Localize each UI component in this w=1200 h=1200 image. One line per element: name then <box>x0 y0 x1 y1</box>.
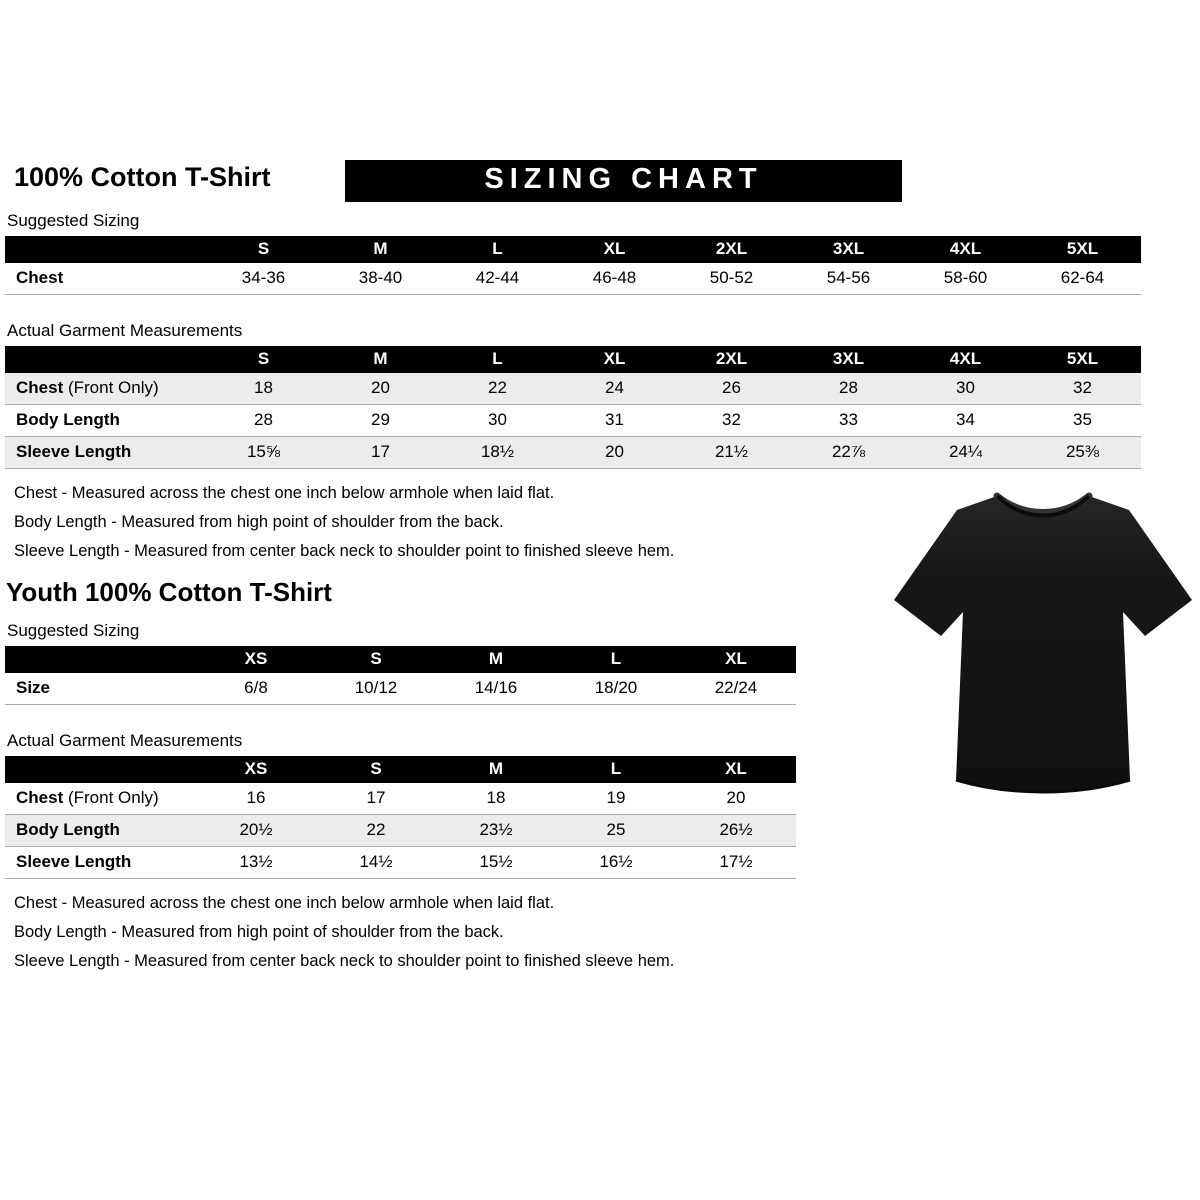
youth-title: Youth 100% Cotton T-Shirt <box>6 577 332 607</box>
size-value-cell: 6/8 <box>196 673 316 705</box>
youth-suggested-table <box>5 646 796 705</box>
row-label-text: Chest <box>16 788 64 807</box>
size-value-cell: 17 <box>316 783 436 815</box>
size-value-cell: 18 <box>436 783 556 815</box>
tshirt-image <box>893 476 1193 821</box>
size-col-header: 5XL <box>1024 236 1141 263</box>
size-value-cell: 34 <box>907 405 1024 437</box>
row-label-text: Sleeve Length <box>16 852 132 871</box>
adult-actual-table <box>5 346 1141 469</box>
size-value-cell: 24 <box>556 373 673 405</box>
size-value-cell: 30 <box>439 405 556 437</box>
size-value-cell: 10/12 <box>316 673 436 705</box>
size-col-header: S <box>205 236 322 263</box>
row-label <box>5 437 205 469</box>
size-value-cell: 21½ <box>673 437 790 469</box>
adult-suggested-label: Suggested Sizing <box>7 211 140 230</box>
table-row <box>5 263 1141 295</box>
table-row <box>5 847 796 879</box>
size-value-cell: 13½ <box>196 847 316 879</box>
table-row <box>5 815 796 847</box>
size-value-cell: 58-60 <box>907 263 1024 295</box>
size-col-header: 2XL <box>673 346 790 373</box>
size-value-cell: 15⅝ <box>205 437 322 469</box>
size-value-cell: 25⅜ <box>1024 437 1141 469</box>
size-col-header: L <box>439 346 556 373</box>
size-col-header: M <box>436 646 556 673</box>
size-value-cell: 20½ <box>196 815 316 847</box>
header-spacer <box>5 646 196 673</box>
size-value-cell: 22 <box>316 815 436 847</box>
size-value-cell: 28 <box>790 373 907 405</box>
size-value-cell: 17½ <box>676 847 796 879</box>
size-value-cell: 62-64 <box>1024 263 1141 295</box>
row-label-text: Body Length <box>16 820 120 839</box>
size-col-header: L <box>556 646 676 673</box>
size-value-cell: 18½ <box>439 437 556 469</box>
size-value-cell: 32 <box>1024 373 1141 405</box>
size-value-cell: 18/20 <box>556 673 676 705</box>
adult-title: 100% Cotton T-Shirt <box>14 162 271 192</box>
row-label: Size <box>5 673 196 705</box>
size-col-header: XS <box>196 756 316 783</box>
youth-suggested-header-row <box>5 646 796 673</box>
size-col-header: XL <box>556 346 673 373</box>
table-row <box>5 437 1141 469</box>
table-row <box>5 783 796 815</box>
size-col-header: 2XL <box>673 236 790 263</box>
size-col-header: 3XL <box>790 346 907 373</box>
row-label <box>5 783 196 815</box>
table-row <box>5 673 796 705</box>
size-value-cell: 34-36 <box>205 263 322 295</box>
size-value-cell: 20 <box>322 373 439 405</box>
size-col-header: 4XL <box>907 236 1024 263</box>
sizing-chart-banner: SIZING CHART <box>345 160 902 202</box>
measurement-note: Body Length - Measured from high point of shoulder from the back. <box>14 923 504 941</box>
size-value-cell: 29 <box>322 405 439 437</box>
adult-suggested-header-row <box>5 236 1141 263</box>
size-value-cell: 42-44 <box>439 263 556 295</box>
size-col-header: XL <box>556 236 673 263</box>
youth-measurement-notes <box>14 894 1150 971</box>
size-value-cell: 32 <box>673 405 790 437</box>
size-col-header: S <box>205 346 322 373</box>
header-spacer <box>5 236 205 263</box>
size-value-cell: 25 <box>556 815 676 847</box>
size-value-cell: 17 <box>322 437 439 469</box>
size-col-header: M <box>436 756 556 783</box>
youth-actual-header-row <box>5 756 796 783</box>
size-col-header: XL <box>676 756 796 783</box>
row-label-text: Sleeve Length <box>16 442 132 461</box>
black-tshirt-graphic <box>893 476 1193 821</box>
row-label: Chest <box>5 263 205 295</box>
size-value-cell: 20 <box>676 783 796 815</box>
size-col-header: 3XL <box>790 236 907 263</box>
size-value-cell: 19 <box>556 783 676 815</box>
size-col-header: 5XL <box>1024 346 1141 373</box>
adult-suggested-table <box>5 236 1141 295</box>
header-spacer <box>5 346 205 373</box>
row-label-suffix: (Front Only) <box>63 788 159 807</box>
row-label <box>5 373 205 405</box>
size-col-header: L <box>439 236 556 263</box>
measurement-note: Sleeve Length - Measured from center back neck to shoulder point to finished sleeve hem. <box>14 952 675 970</box>
size-value-cell: 35 <box>1024 405 1141 437</box>
size-value-cell: 23½ <box>436 815 556 847</box>
size-value-cell: 46-48 <box>556 263 673 295</box>
size-value-cell: 15½ <box>436 847 556 879</box>
size-value-cell: 54-56 <box>790 263 907 295</box>
measurement-note: Chest - Measured across the chest one inch below armhole when laid flat. <box>14 484 555 502</box>
size-value-cell: 50-52 <box>673 263 790 295</box>
size-value-cell: 14/16 <box>436 673 556 705</box>
size-value-cell: 31 <box>556 405 673 437</box>
header-spacer <box>5 756 196 783</box>
page-header <box>5 160 1150 202</box>
size-col-header: S <box>316 646 436 673</box>
row-label-text: Chest <box>16 378 64 397</box>
adult-actual-header-row <box>5 346 1141 373</box>
table-row <box>5 373 1141 405</box>
youth-suggested-label: Suggested Sizing <box>7 621 140 640</box>
size-value-cell: 28 <box>205 405 322 437</box>
size-value-cell: 22⅞ <box>790 437 907 469</box>
size-value-cell: 30 <box>907 373 1024 405</box>
size-col-header: M <box>322 236 439 263</box>
size-value-cell: 22/24 <box>676 673 796 705</box>
size-col-header: L <box>556 756 676 783</box>
size-value-cell: 14½ <box>316 847 436 879</box>
size-value-cell: 38-40 <box>322 263 439 295</box>
size-value-cell: 33 <box>790 405 907 437</box>
row-label <box>5 405 205 437</box>
row-label <box>5 815 196 847</box>
size-value-cell: 24¼ <box>907 437 1024 469</box>
size-value-cell: 16 <box>196 783 316 815</box>
size-value-cell: 22 <box>439 373 556 405</box>
size-col-header: M <box>322 346 439 373</box>
row-label-suffix: (Front Only) <box>63 378 159 397</box>
row-label <box>5 847 196 879</box>
size-value-cell: 16½ <box>556 847 676 879</box>
size-col-header: XS <box>196 646 316 673</box>
measurement-note: Sleeve Length - Measured from center back neck to shoulder point to finished sleeve hem. <box>14 542 675 560</box>
size-value-cell: 26½ <box>676 815 796 847</box>
table-row <box>5 405 1141 437</box>
row-label-text: Body Length <box>16 410 120 429</box>
youth-actual-table <box>5 756 796 879</box>
measurement-note: Chest - Measured across the chest one inch below armhole when laid flat. <box>14 894 555 912</box>
size-value-cell: 26 <box>673 373 790 405</box>
size-value-cell: 18 <box>205 373 322 405</box>
size-col-header: 4XL <box>907 346 1024 373</box>
size-col-header: S <box>316 756 436 783</box>
size-col-header: XL <box>676 646 796 673</box>
size-value-cell: 20 <box>556 437 673 469</box>
measurement-note: Body Length - Measured from high point of shoulder from the back. <box>14 513 504 531</box>
adult-actual-label: Actual Garment Measurements <box>7 321 243 340</box>
youth-actual-label: Actual Garment Measurements <box>7 731 243 750</box>
